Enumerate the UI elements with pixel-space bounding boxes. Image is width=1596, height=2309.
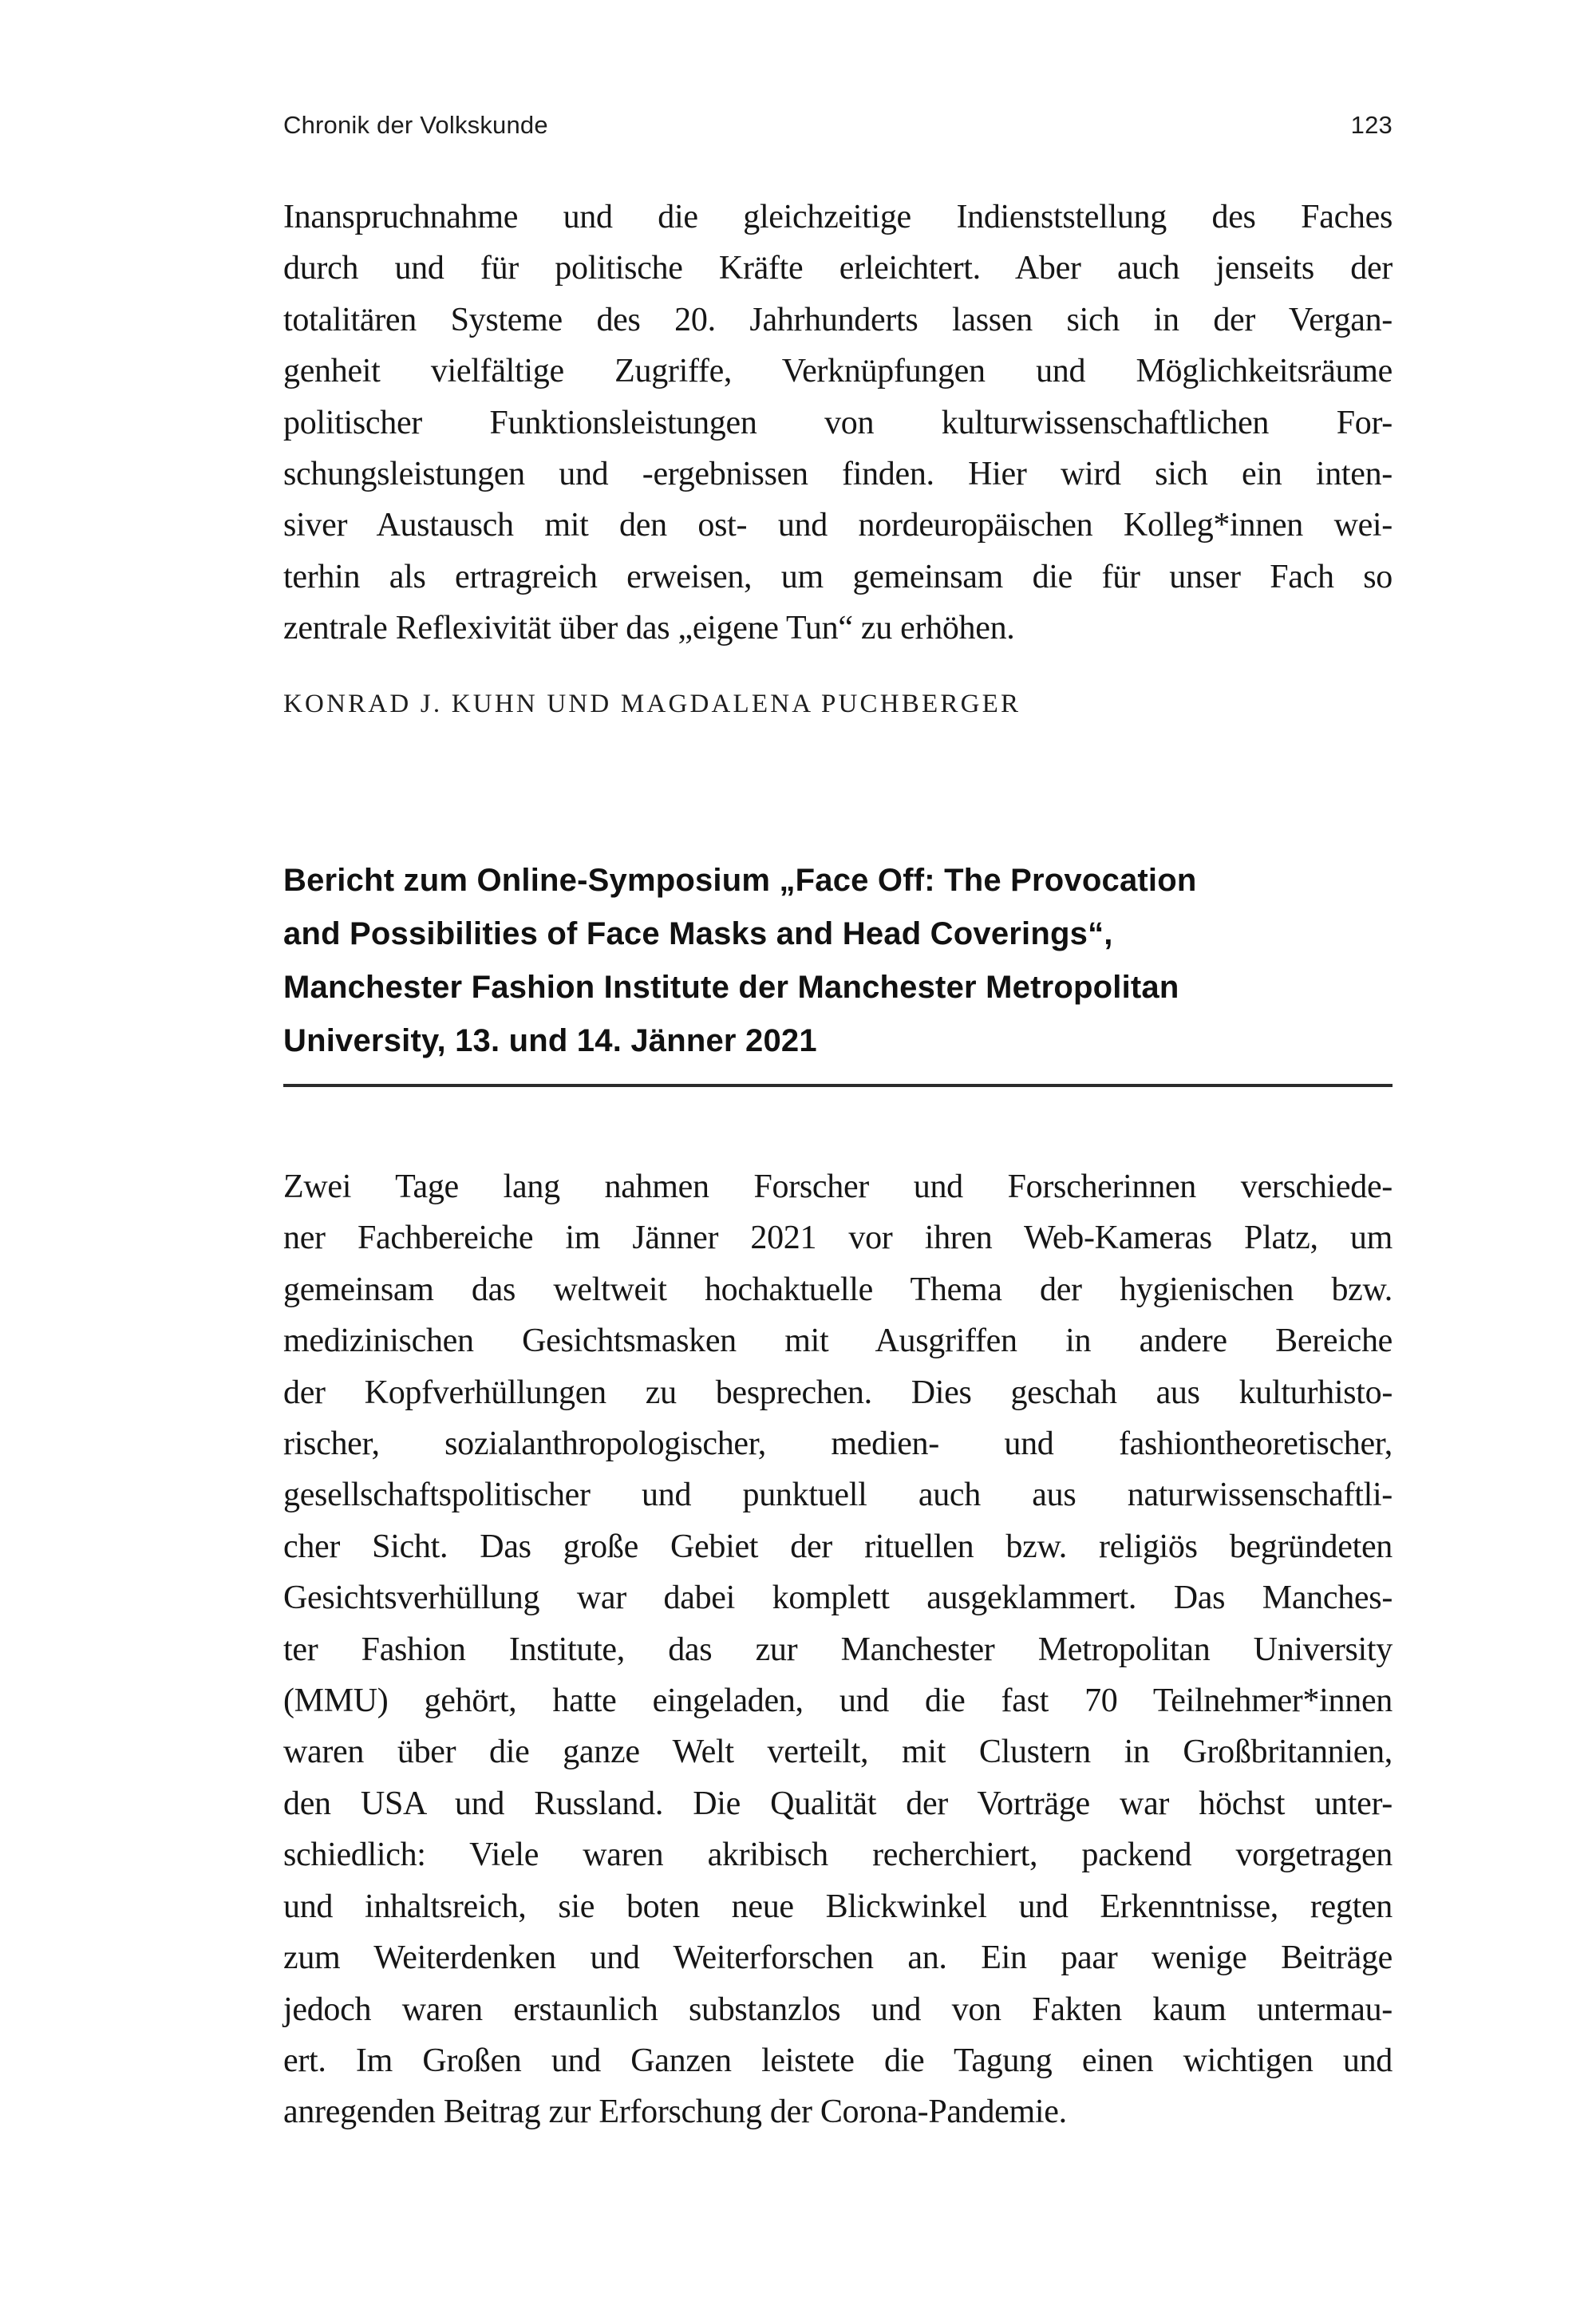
report-title xyxy=(283,854,1393,1068)
report-title-line: Bericht zum Online-Symposium „Face Off: The Provocation xyxy=(283,863,1197,898)
body-line: schiedlich: Viele waren akribisch recherchiert, packend vorgetragen xyxy=(283,1837,1393,1874)
divider-rule xyxy=(283,1084,1393,1087)
closing-paragraph xyxy=(283,192,1393,654)
body-line: den USA und Russland. Die Qualität der Vorträge war höchst unter- xyxy=(283,1785,1393,1822)
body-line: gesellschaftspolitischer und punktuell auch aus naturwissenschaftli- xyxy=(283,1477,1393,1514)
body-line: Gesichtsverhüllung war dabei komplett ausgeklammert. Das Manches- xyxy=(283,1580,1393,1617)
report-title-line: Manchester Fashion Institute der Manchester Metropolitan xyxy=(283,970,1179,1005)
body-line: und inhaltsreich, sie boten neue Blickwinkel und Erkenntnisse, regten xyxy=(283,1888,1393,1925)
body-line: cher Sicht. Das große Gebiet der rituellen bzw. religiös begründeten xyxy=(283,1528,1393,1565)
body-line: ert. Im Großen und Ganzen leistete die Tagung einen wichtigen und xyxy=(283,2042,1393,2079)
paragraph-line: durch und für politische Kräfte erleichtert. Aber auch jenseits der xyxy=(283,250,1393,287)
body-line: der Kopfverhüllungen zu besprechen. Dies geschah aus kulturhisto- xyxy=(283,1374,1393,1411)
running-header xyxy=(283,110,1393,140)
paragraph-line: schungsleistungen und -ergebnissen finden. Hier wird sich ein inten- xyxy=(283,456,1393,493)
report-title-line: and Possibilities of Face Masks and Head Coverings“, xyxy=(283,916,1113,951)
report-body xyxy=(283,1161,1393,2138)
paragraph-line: totalitären Systeme des 20. Jahrhunderts lassen sich in der Vergan- xyxy=(283,301,1393,338)
body-line: rischer, sozialanthropologischer, medien- und fashiontheoretischer, xyxy=(283,1425,1393,1463)
paragraph-line: siver Austausch mit den ost- und nordeuropäischen Kolleg*innen wei- xyxy=(283,507,1393,544)
body-line: ter Fashion Institute, das zur Manchester Metropolitan University xyxy=(283,1631,1393,1668)
paragraph-line: politischer Funktionsleistungen von kulturwissenschaftlichen For- xyxy=(283,404,1393,441)
paragraph-line: terhin als ertragreich erweisen, um gemeinsam die für unser Fach so xyxy=(283,558,1393,595)
body-line: (MMU) gehört, hatte eingeladen, und die fast 70 Teilnehmer*innen xyxy=(283,1682,1393,1720)
paragraph-line: zentrale Reflexivität über das „eigene Tun“ zu erhöhen. xyxy=(283,610,1015,647)
body-line: anregenden Beitrag zur Erforschung der Corona-Pandemie. xyxy=(283,2094,1067,2131)
body-line: ner Fachbereiche im Jänner 2021 vor ihren Web-Kameras Platz, um xyxy=(283,1220,1393,1257)
running-header-title: Chronik der Volkskunde xyxy=(283,111,548,139)
authors-byline: KONRAD J. KUHN UND MAGDALENA PUCHBERGER xyxy=(283,690,1021,718)
body-line: jedoch waren erstaunlich substanzlos und von Fakten kaum untermau- xyxy=(283,1991,1393,2028)
body-line: waren über die ganze Welt verteilt, mit Clustern in Großbritannien, xyxy=(283,1734,1393,1771)
page-number: 123 xyxy=(1350,111,1393,139)
body-line: gemeinsam das weltweit hochaktuelle Thema der hygienischen bzw. xyxy=(283,1271,1393,1308)
body-line: zum Weiterdenken und Weiterforschen an. Ein paar wenige Beiträge xyxy=(283,1939,1393,1977)
body-line: medizinischen Gesichtsmasken mit Ausgriffen in andere Bereiche xyxy=(283,1323,1393,1360)
body-line: Zwei Tage lang nahmen Forscher und Forscherinnen verschiede- xyxy=(283,1168,1393,1205)
paragraph-line: Inanspruchnahme und die gleichzeitige Indienststellung des Faches xyxy=(283,199,1393,235)
paragraph-line: genheit vielfältige Zugriffe, Verknüpfungen und Möglichkeitsräume xyxy=(283,353,1393,390)
report-title-line: University, 13. und 14. Jänner 2021 xyxy=(283,1023,817,1058)
